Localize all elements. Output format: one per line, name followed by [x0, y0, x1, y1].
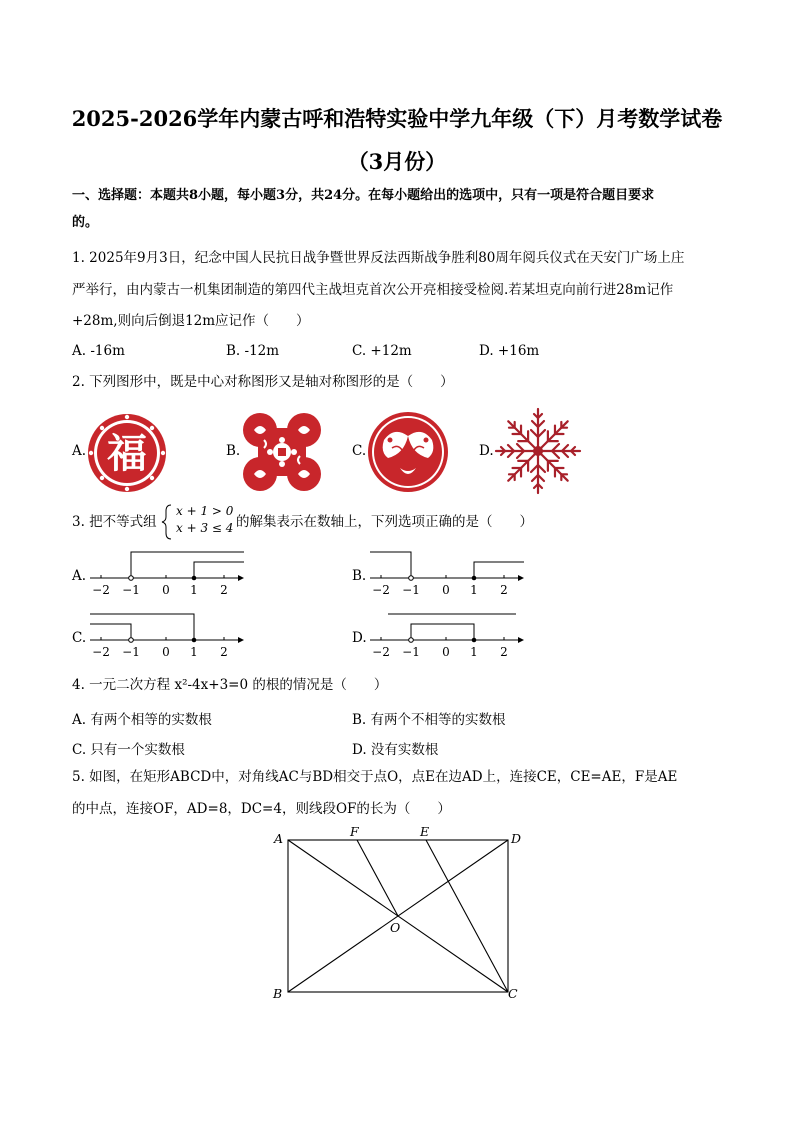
- tick-label: −2: [92, 645, 110, 659]
- fu-papercut-icon: [86, 412, 168, 494]
- tick-label: 0: [162, 583, 170, 597]
- q3-suffix: 的解集表示在数轴上，下列选项正确的是（ ）: [236, 514, 533, 530]
- tick-label: 1: [190, 583, 198, 597]
- q5-line1: 5. 如图，在矩形ABCD中，对角线AC与BD相交于点O，点E在边AD上，连接CE，CE=AE，F是AE: [72, 769, 678, 785]
- page-subtitle: （3月份）: [347, 149, 447, 174]
- q4-option-a[interactable]: A. 有两个相等的实数根: [72, 712, 212, 728]
- q5-line2: 的中点，连接OF，AD=8，DC=4，则线段OF的长为（ ）: [72, 801, 451, 817]
- number-line-d: [366, 610, 526, 660]
- q2-option-c-label[interactable]: C.: [352, 443, 367, 459]
- q3-option-d-label[interactable]: D.: [352, 630, 367, 646]
- fish-papercut-icon: [366, 410, 450, 494]
- q1-line1: 1. 2025年9月3日，纪念中国人民抗日战争暨世界反法西斯战争胜利80周年阅兵仪式在天安门广场上庄: [72, 250, 685, 266]
- number-line-a: [86, 548, 246, 598]
- tick-label: −1: [402, 583, 420, 597]
- mixed-papercut-icon: [240, 410, 324, 494]
- q4-option-d[interactable]: D. 没有实数根: [352, 742, 439, 758]
- section-heading-line1: 一、选择题：本题共8小题，每小题3分，共24分。在每小题给出的选项中，只有一项是符合题目要求: [72, 188, 655, 203]
- tick-label: −1: [122, 645, 140, 659]
- label-B: B: [273, 986, 283, 1001]
- tick-label: 1: [470, 645, 478, 659]
- q2-option-b-label[interactable]: B.: [226, 443, 241, 459]
- label-O: O: [390, 920, 401, 935]
- q3-option-b-label[interactable]: B.: [352, 568, 367, 584]
- label-F: F: [350, 824, 359, 839]
- q3-option-a-label[interactable]: A.: [72, 568, 87, 584]
- q1-option-b[interactable]: B. -12m: [226, 343, 280, 359]
- label-C: C: [508, 986, 518, 1001]
- snowflake-icon: [494, 407, 582, 495]
- q3-inequality-1: x + 1 > 0: [176, 504, 234, 518]
- system-brace-icon: [161, 503, 173, 541]
- number-line-c: [86, 610, 246, 660]
- label-E: E: [420, 824, 430, 839]
- tick-label: −1: [122, 583, 140, 597]
- q2-option-d-label[interactable]: D.: [479, 443, 494, 459]
- rectangle-diagram: [262, 822, 532, 1004]
- tick-label: 1: [190, 645, 198, 659]
- tick-label: −2: [372, 645, 390, 659]
- svg-text:福: 福: [107, 431, 147, 477]
- tick-label: 2: [220, 583, 228, 597]
- tick-label: 2: [500, 645, 508, 659]
- q1-option-c[interactable]: C. +12m: [352, 343, 412, 359]
- q1-line2: 严举行，由内蒙古一机集团制造的第四代主战坦克首次公开亮相接受检阅.若某坦克向前行进28m记作: [72, 282, 674, 298]
- q3-prefix: 3. 把不等式组: [72, 514, 157, 530]
- tick-label: 2: [500, 583, 508, 597]
- q1-option-d[interactable]: D. +16m: [479, 343, 540, 359]
- tick-label: 1: [470, 583, 478, 597]
- section-heading-line2: 的。: [72, 215, 99, 230]
- label-A: A: [274, 831, 284, 846]
- q2-option-a-label[interactable]: A.: [72, 443, 87, 459]
- tick-label: −1: [402, 645, 420, 659]
- number-line-b: [366, 548, 526, 598]
- tick-label: −2: [92, 583, 110, 597]
- tick-label: −2: [372, 583, 390, 597]
- q3-option-c-label[interactable]: C.: [72, 630, 87, 646]
- tick-label: 0: [442, 645, 450, 659]
- tick-label: 0: [442, 583, 450, 597]
- q4-stem: 4. 一元二次方程 x²-4x+3=0 的根的情况是（ ）: [72, 677, 388, 693]
- label-D: D: [511, 831, 522, 846]
- q3-inequality-2: x + 3 ≤ 4: [176, 521, 234, 535]
- q4-option-b[interactable]: B. 有两个不相等的实数根: [352, 712, 506, 728]
- q2-stem: 2. 下列图形中，既是中心对称图形又是轴对称图形的是（ ）: [72, 374, 454, 390]
- q1-line3: +28m,则向后倒退12m应记作（ ）: [72, 313, 310, 329]
- page-title: 2025-2026学年内蒙古呼和浩特实验中学九年级（下）月考数学试卷: [71, 106, 723, 131]
- tick-label: 0: [162, 645, 170, 659]
- tick-label: 2: [220, 645, 228, 659]
- q4-option-c[interactable]: C. 只有一个实数根: [72, 742, 185, 758]
- q1-option-a[interactable]: A. -16m: [72, 343, 125, 359]
